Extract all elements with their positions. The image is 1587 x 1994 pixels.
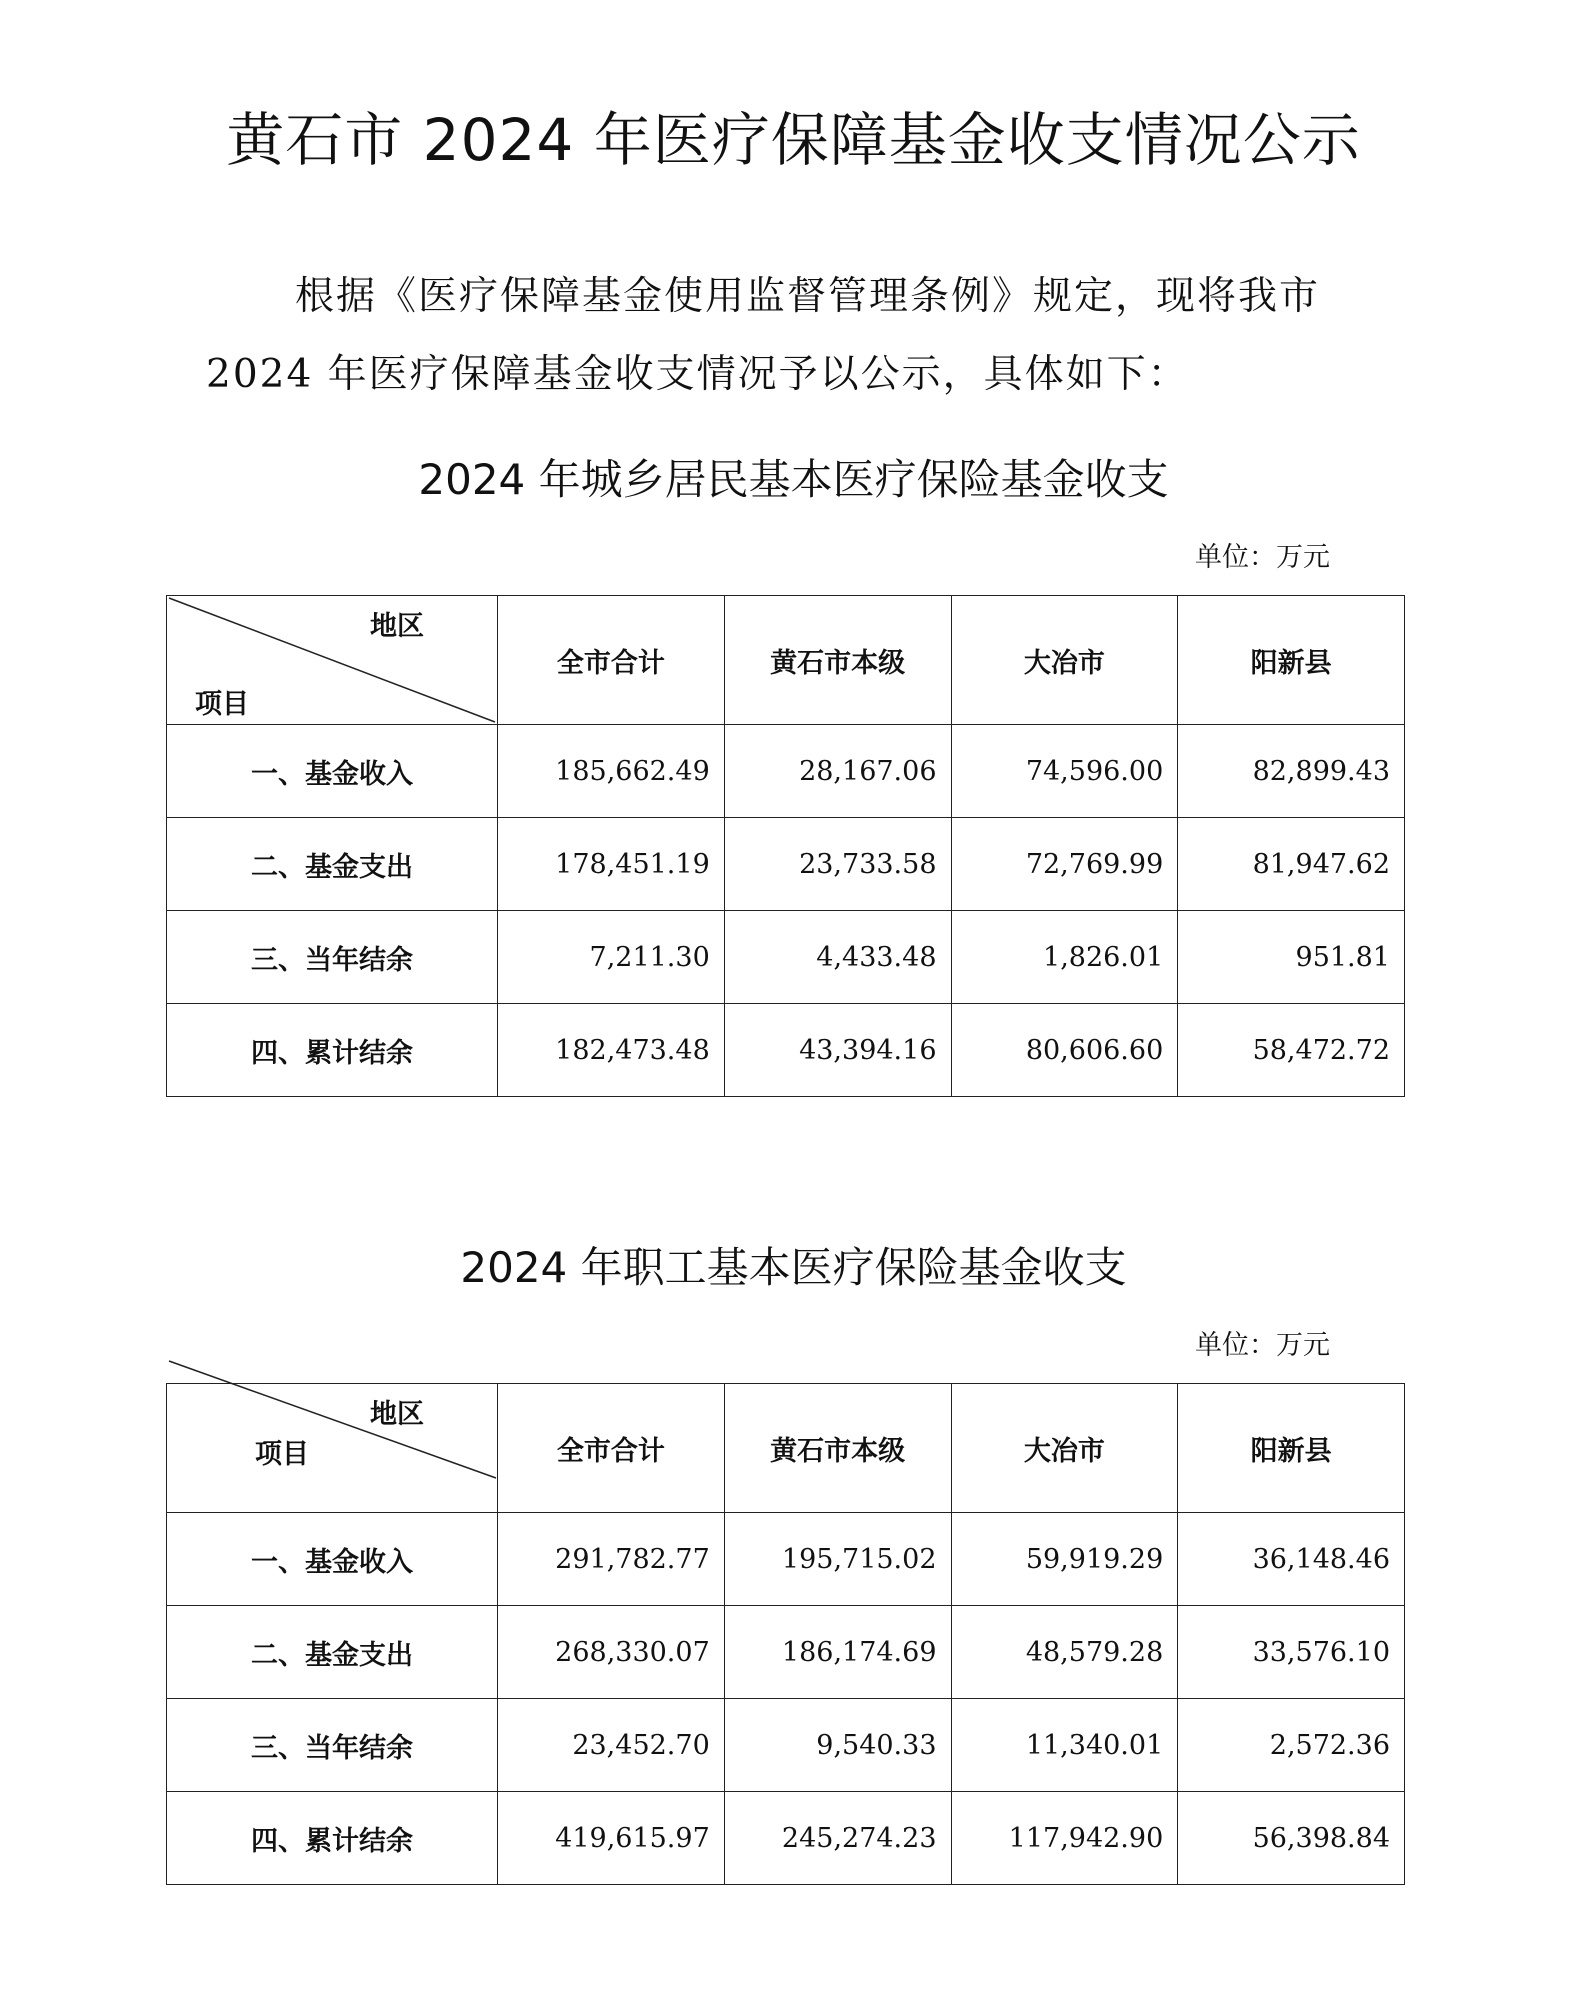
table-cell: 182,473.48 bbox=[498, 1004, 725, 1097]
corner-region-label: 地区 bbox=[370, 1399, 424, 1430]
table1-resident-fund bbox=[166, 595, 1405, 1097]
table-cell: 23,452.70 bbox=[498, 1699, 725, 1792]
column-header: 阳新县 bbox=[1178, 596, 1405, 725]
row-label: 三、当年结余 bbox=[167, 1699, 498, 1792]
table2-unit: 单位：万元 bbox=[1195, 1330, 1330, 1361]
table-cell: 185,662.49 bbox=[498, 725, 725, 818]
table-cell: 59,919.29 bbox=[951, 1513, 1178, 1606]
table-cell: 178,451.19 bbox=[498, 818, 725, 911]
column-header: 黄石市本级 bbox=[724, 1384, 951, 1513]
row-label: 二、基金支出 bbox=[167, 818, 498, 911]
table-cell: 36,148.46 bbox=[1178, 1513, 1405, 1606]
table-cell: 28,167.06 bbox=[724, 725, 951, 818]
table-cell: 245,274.23 bbox=[724, 1792, 951, 1885]
table-cell: 74,596.00 bbox=[951, 725, 1178, 818]
table-cell: 56,398.84 bbox=[1178, 1792, 1405, 1885]
intro-paragraph-line1: 根据《医疗保障基金使用监督管理条例》规定，现将我市 bbox=[295, 274, 1321, 319]
table1-unit: 单位：万元 bbox=[1195, 542, 1330, 573]
corner-region-label: 地区 bbox=[370, 611, 424, 642]
table-cell: 23,733.58 bbox=[724, 818, 951, 911]
table-cell: 268,330.07 bbox=[498, 1606, 725, 1699]
table-row bbox=[167, 911, 1405, 1004]
table-cell: 186,174.69 bbox=[724, 1606, 951, 1699]
intro-paragraph-line2: 2024 年医疗保障基金收支情况予以公示，具体如下： bbox=[206, 352, 1189, 397]
table-cell: 4,433.48 bbox=[724, 911, 951, 1004]
corner-header-cell bbox=[167, 1384, 498, 1513]
column-header: 大冶市 bbox=[951, 596, 1178, 725]
table-cell: 195,715.02 bbox=[724, 1513, 951, 1606]
table2-employee-fund bbox=[166, 1383, 1405, 1885]
corner-item-label: 项目 bbox=[255, 1439, 309, 1470]
row-label: 一、基金收入 bbox=[167, 1513, 498, 1606]
table-cell: 291,782.77 bbox=[498, 1513, 725, 1606]
table-cell: 43,394.16 bbox=[724, 1004, 951, 1097]
table-row bbox=[167, 1513, 1405, 1606]
table-row bbox=[167, 1606, 1405, 1699]
table-cell: 48,579.28 bbox=[951, 1606, 1178, 1699]
table-header-row bbox=[167, 596, 1405, 725]
table2-title: 2024 年职工基本医疗保险基金收支 bbox=[460, 1243, 1127, 1292]
table-cell: 2,572.36 bbox=[1178, 1699, 1405, 1792]
table-cell: 33,576.10 bbox=[1178, 1606, 1405, 1699]
table-cell: 951.81 bbox=[1178, 911, 1405, 1004]
table-cell: 82,899.43 bbox=[1178, 725, 1405, 818]
table-cell: 58,472.72 bbox=[1178, 1004, 1405, 1097]
table-row bbox=[167, 725, 1405, 818]
corner-header-cell bbox=[167, 596, 498, 725]
row-label: 四、累计结余 bbox=[167, 1004, 498, 1097]
table-cell: 419,615.97 bbox=[498, 1792, 725, 1885]
table-cell: 1,826.01 bbox=[951, 911, 1178, 1004]
row-label: 四、累计结余 bbox=[167, 1792, 498, 1885]
table1-title: 2024 年城乡居民基本医疗保险基金收支 bbox=[418, 455, 1169, 504]
column-header: 全市合计 bbox=[498, 1384, 725, 1513]
table-row bbox=[167, 1004, 1405, 1097]
row-label: 三、当年结余 bbox=[167, 911, 498, 1004]
table-cell: 72,769.99 bbox=[951, 818, 1178, 911]
table-cell: 9,540.33 bbox=[724, 1699, 951, 1792]
corner-item-label: 项目 bbox=[195, 689, 249, 720]
column-header: 阳新县 bbox=[1178, 1384, 1405, 1513]
table-cell: 117,942.90 bbox=[951, 1792, 1178, 1885]
table-row bbox=[167, 1699, 1405, 1792]
table-cell: 11,340.01 bbox=[951, 1699, 1178, 1792]
column-header: 大冶市 bbox=[951, 1384, 1178, 1513]
column-header: 全市合计 bbox=[498, 596, 725, 725]
column-header: 黄石市本级 bbox=[724, 596, 951, 725]
row-label: 一、基金收入 bbox=[167, 725, 498, 818]
table-cell: 80,606.60 bbox=[951, 1004, 1178, 1097]
table-cell: 81,947.62 bbox=[1178, 818, 1405, 911]
table-row bbox=[167, 818, 1405, 911]
table-row bbox=[167, 1792, 1405, 1885]
document-title: 黄石市 2024 年医疗保障基金收支情况公示 bbox=[226, 106, 1361, 174]
table-cell: 7,211.30 bbox=[498, 911, 725, 1004]
row-label: 二、基金支出 bbox=[167, 1606, 498, 1699]
table-header-row bbox=[167, 1384, 1405, 1513]
